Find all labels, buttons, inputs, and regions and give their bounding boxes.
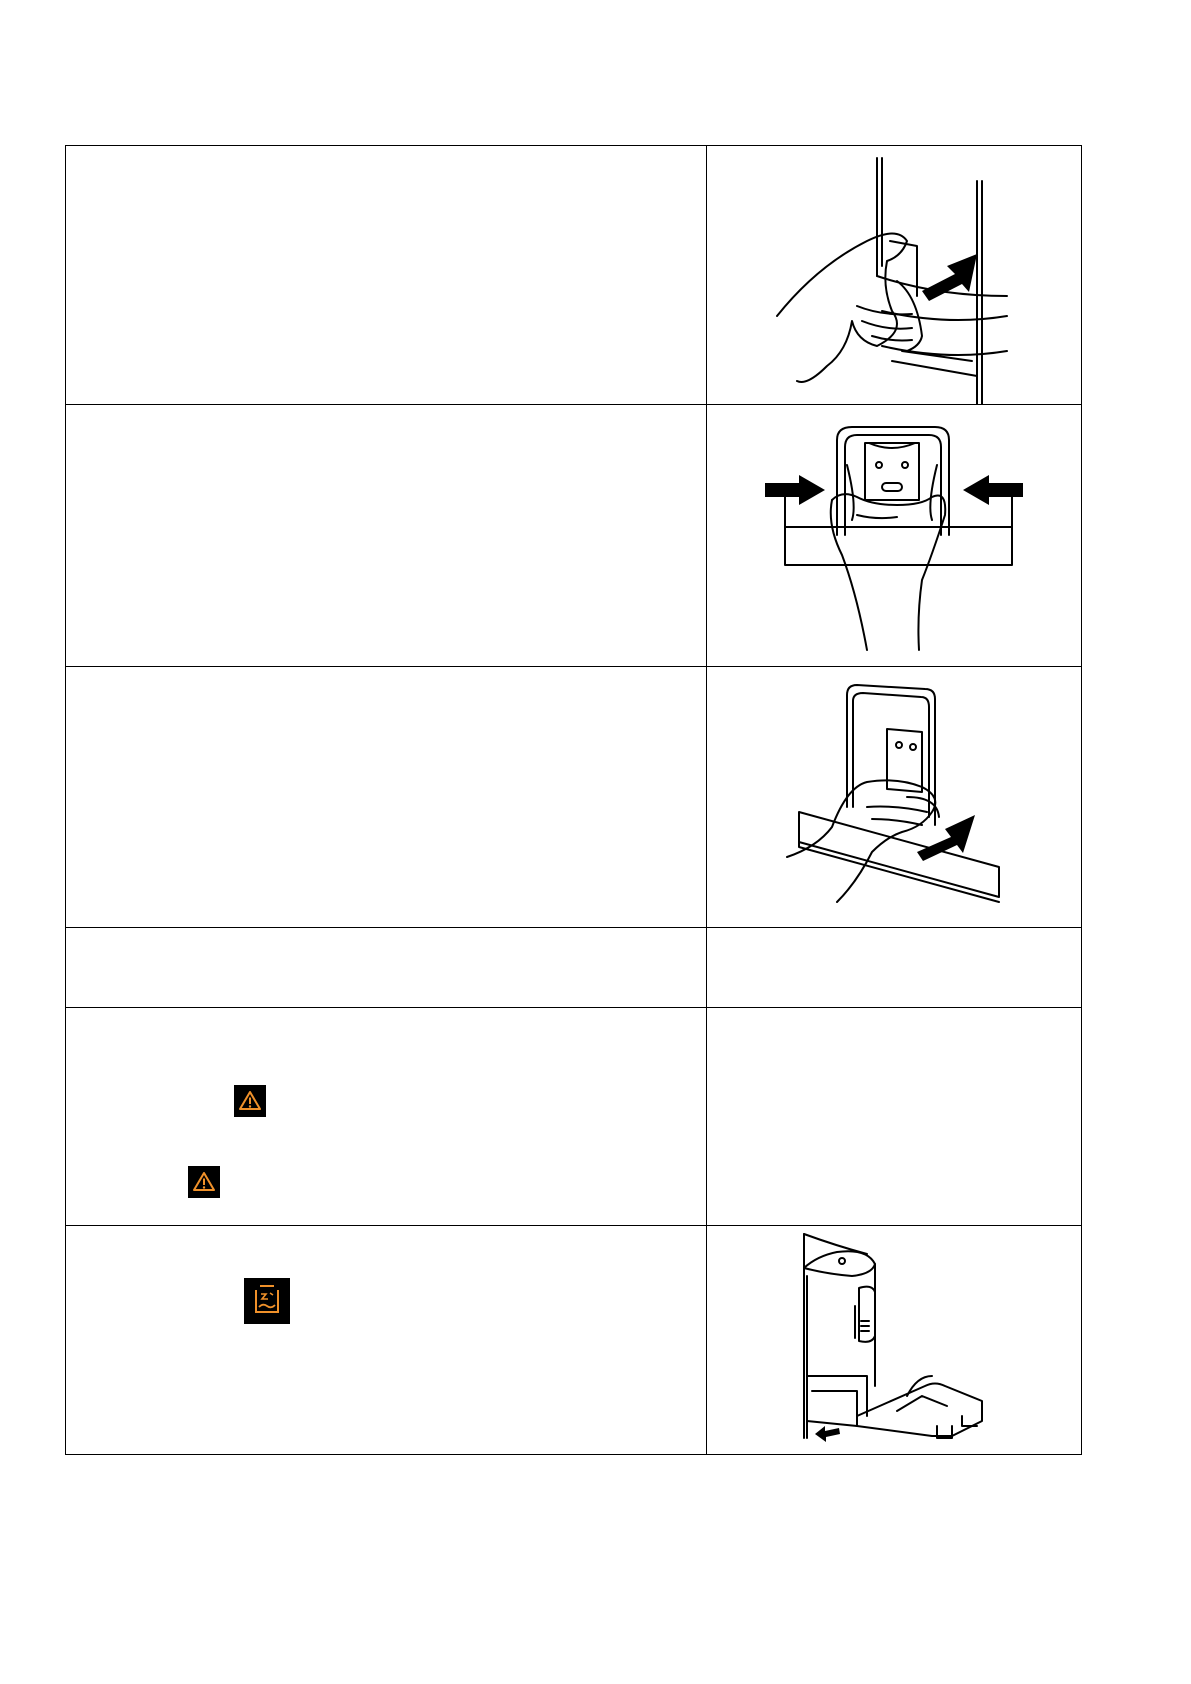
- warning-triangle-icon: [234, 1085, 266, 1117]
- hand-removing-unit-illustration: [707, 667, 1081, 927]
- step-3-text: [66, 667, 707, 928]
- step-6-illustration-cell: [707, 1226, 1082, 1455]
- step-3-illustration-cell: [707, 667, 1082, 928]
- step-row-5: [66, 1008, 1082, 1226]
- step-1-illustration-cell: [707, 146, 1082, 405]
- step-row-4: [66, 928, 1082, 1008]
- instruction-table: [65, 145, 1082, 1455]
- step-4-text: [66, 928, 707, 1008]
- step-1-text: [66, 146, 707, 405]
- hand-squeezing-unit-sides-illustration: [707, 405, 1081, 666]
- hand-pulling-front-panel-illustration: [707, 146, 1081, 404]
- step-row-3: [66, 667, 1082, 928]
- grounds-container-icon: [244, 1278, 290, 1324]
- step-4-illustration-cell: [707, 928, 1082, 1008]
- step-row-2: [66, 405, 1082, 667]
- step-2-text: [66, 405, 707, 667]
- step-row-6: [66, 1226, 1082, 1455]
- step-6-text: [66, 1226, 707, 1455]
- step-5-text: [66, 1008, 707, 1226]
- step-2-illustration-cell: [707, 405, 1082, 667]
- step-row-1: [66, 146, 1082, 405]
- removing-grounds-container-illustration: [707, 1226, 1081, 1454]
- warning-triangle-icon: [188, 1166, 220, 1198]
- step-5-illustration-cell: [707, 1008, 1082, 1226]
